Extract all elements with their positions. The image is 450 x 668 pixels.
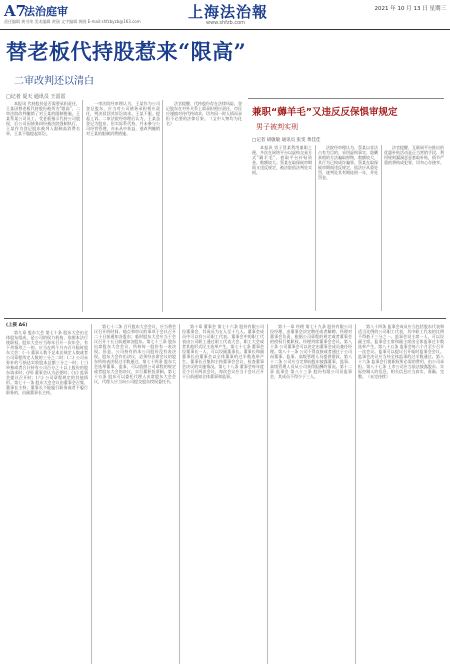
newspaper-logo: 上海法治報 [188,3,269,21]
main-subhead: 二审改判还以清白 [14,76,94,87]
column-divider [355,324,356,664]
law-col-5: 第八十四条 监事会成员应当包括股东代表和适当比例的公司职工代表，其中职工代表的比例不得低于三分之一。监事会设主席一人，可以设副主席。监事会主席和副主席由全体监事过半数选举产生。第八十五条 监事会每六个月至少召开一次会议。监事可以提议召开临时监事会会议。监事会决议应当经全体监事的过半数通过。第八十六条 监事会行使职权所必需的费用，由公司承担。第八十七条 上市公司应当依法披露股东、实际控制人的信息，相关信息应当真实、准确、完整。（未完待续） [358,324,444,379]
main-article-col-2: 一审法院经审理认为，王某作为公司登记股东，应当对公司债务承担相应责任，判决驳回其诉讼请求。王某不服，提起上诉。二审法院经审理后认为，王某虽登记为股东，但实际系代持，并未参与公司经营管理，亦未从中获益，遂改判撤销对王某的限制消费措施。 [86,101,160,136]
sidebar-col-3: 法官提醒，互联网平台推出的优惠补贴活动是正当营销手段，利用规则漏洞恶意套取补贴，情节严重的将构成犯罪，切勿心存侥幸。 [384,145,444,165]
main-article-col-3: 法官提醒，代持股份存在法律风险，登记股东在对外关系上需承担相应责任，市民应谨慎对待代持请求，切勿因一时人情而承担不必要的法律后果。（文中人物均为化名） [166,101,242,126]
page-number: A7 [4,2,27,20]
newspaper-url[interactable]: www.shfzb.com [206,20,245,26]
law-col-4: 第十一章 经理 第七十九条 股份有限公司设经理，由董事会决定聘任或者解聘。经理对董事会负责，根据公司章程的规定或者董事会的授权行使职权。经理列席董事会会议。第八十条 公司董事会可以决定由董事会成员兼任经理。第八十一条 公司不得直接或者通过子公司向董事、监事、高级管理人员提供借款。第八十二条 公司应当定期向股东披露董事、监事、高级管理人员从公司获得报酬的情况。第十二章 监事会 第八十三条 股份有限公司设监事会，其成员不得少于三人。 [270,324,352,379]
sidebar-subhead: 男子被判实刑 [256,123,298,131]
sidebar-headline: 兼职“薅羊毛”又违反反保惧审规定 [252,107,398,118]
main-article-col-1: 本报讯 代持股份是否需要承担责任，王某因替老板代持股份被列为“限高”，二审法院改判撤销了对王某的限制措施。王某系某公司员工，受老板指示代持公司股权，后公司因债务纠纷被法院强制执行，王某作为登记股东被列入限制高消费名单，王某不服提起诉讼。 [6,101,80,136]
column-divider [179,324,180,664]
section-separator [4,318,446,319]
column-divider [267,324,268,664]
sidebar-col-2: 法院经审理认为，蔡某以非法占有为目的，采用虚构事实、隐瞒真相的方法骗取财物，数额较大，其行为已构成诈骗罪。蔡某在取保候审期间违反规定，依法应从重处罚，遂判处其有期徒刑一年，并处罚金。 [318,145,378,180]
law-col-3: 第十章 董事会 第七十六条 股份有限公司设董事会，其成员为五人至十九人。董事会成员中可以有公司职工代表。董事会中的职工代表由公司职工通过职工代表大会、职工大会或者其他形式民主选举产生。第七十七条 董事会设董事长一人，可以设副董事长。董事长和副董事长由董事会以全体董事的过半数选举产生。董事长召集和主持董事会会议，检查董事会决议的实施情况。第七十八条 董事会每年度至少召开两次会议，每次会议应当于会议召开十日前通知全体董事和监事。 [182,324,264,379]
law-col-1: 第九章 股东大会 第七十条 股东大会由全体股东组成，是公司的权力机构，依照本法行使职权。股东大会应当每年召开一次年会，有下列情形之一的，应当在两个月内召开临时股东大会：(一) 董事人数不足本法规定人数或者公司章程所定人数的三分之二时；(二) 公司未弥补的亏损达实收股本总额三分之一时；(三) 单独或者合计持有公司百分之十以上股份的股东请求时；(四) 董事会认为必要时；(五) 监事会提议召开时；(六) 公司章程规定的其他情形。第七十一条 股东大会会议由董事会召集，董事长主持；董事长不能履行职务或者不履行职务的，由副董事长主持。 [6,330,88,395]
main-headline: 替老板代持股惹来“限高” [6,39,247,64]
section-title: 法治庭审 [24,5,68,18]
main-byline: □记者 夏天 通讯员 王雷雷 [6,94,66,100]
issue-date: 2021 年 10 月 13 日 星期三 [374,6,446,12]
law-col-2: 第七十二条 召开股东大会会议，应当将会议召开的时间、地点和审议的事项于会议召开二十日前通知各股东；临时股东大会应当于会议召开十五日前通知各股东。第七十三条 股东出席股东大会会议，所持每一股份有一表决权。但是，公司持有的本公司股份没有表决权。股东大会作出决议，必须经出席会议的股东所持表决权过半数通过。第七十四条 股东大会选举董事、监事，可以依照公司章程的规定或者股东大会的决议，实行累积投票制。第七十五条 股东可以委托代理人出席股东大会会议，代理人应当向公司提交股东授权委托书。 [94,324,176,384]
sidebar-byline: □记者 胡敏敏 通讯员 张雯 黄佳佳 [252,138,321,143]
sidebar-col-1: 本报讯 男子蔡某利用兼职之便，多次在网络平台以虚构交易方式“薅羊毛”，套取平台补贴资金，数额较大。蔡某在取保候审期间又违反规定，被法院依法判处实刑。 [252,145,312,175]
edition-line: 责任编辑 黄书荣 美术编辑 黄丽 文字编辑 黄晓 E-mail:shfzbyzb@163.com [4,19,141,24]
masthead [0,0,450,30]
continuation-label: (上接 A6) [6,323,28,328]
column-divider [91,324,92,664]
sidebar-top-rule [248,98,444,99]
column-divider [82,100,83,312]
column-divider [162,100,163,312]
column-divider [315,145,316,311]
column-divider [381,145,382,311]
